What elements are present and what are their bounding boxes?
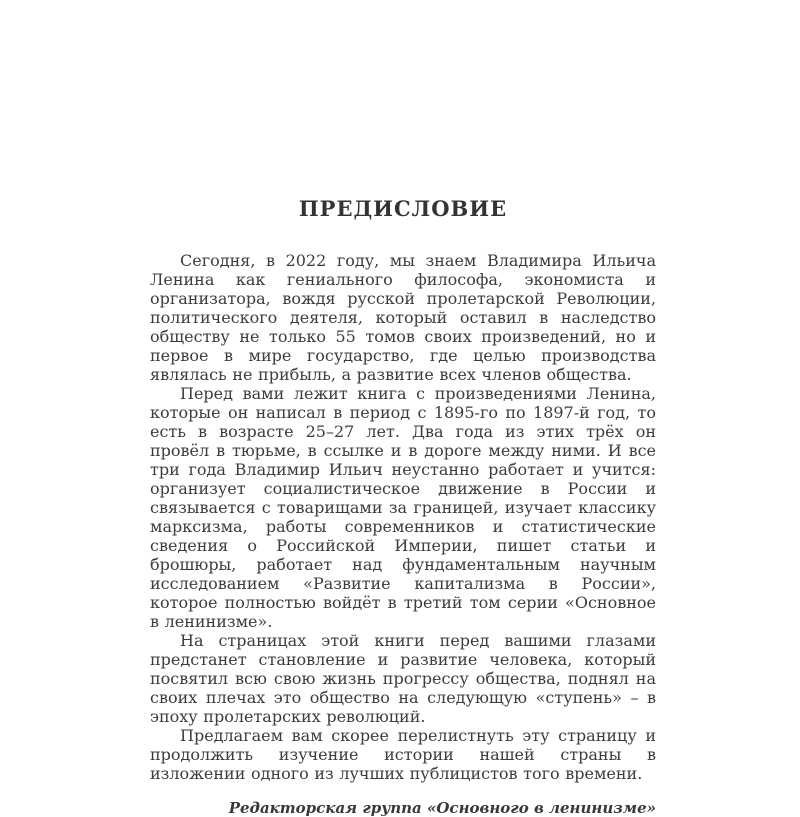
paragraph: Предлагаем вам скорее перелистнуть эту страницу и продолжить изучение истории нашей страны в изложении одного из лучших публицистов того времени. <box>150 726 656 783</box>
editorial-signature: Редакторская группа «Основного в ленинизме» <box>228 799 656 817</box>
preface-body <box>150 251 656 783</box>
text-block <box>150 196 656 817</box>
paragraph: Перед вами лежит книга с произведениями Ленина, которые он написал в период с 1895-го по 1897-й год, то есть в возрасте 25–27 лет. Два года из этих трёх он провёл в тюрьме, в ссылке и в дороге между ними. И все три года Владимир Ильич неустанно работает и учится: организует социалистическое движение в России и связывается с товарищами за границей, изучает классику марксизма, работы современников и статистические сведения о Российской Империи, пишет статьи и брошюры, работает над фундаментальным научным исследованием «Развитие капитализма в России», которое полностью войдёт в третий том серии «Основное в ленинизме». <box>150 384 656 631</box>
paragraph: Сегодня, в 2022 году, мы знаем Владимира Ильича Ленина как гениального философа, экономиста и организатора, вождя русской пролетарской Революции, политического деятеля, который оставил в наследство обществу не только 55 томов своих произведений, но и первое в мире государство, где целью производства являлась не прибыль, а развитие всех членов общества. <box>150 251 656 384</box>
paragraph: На страницах этой книги перед вашими глазами предстанет становление и развитие человека, который посвятил всю свою жизнь прогрессу общества, поднял на своих плечах это общество на следующую «ступень» – в эпоху пролетарских революций. <box>150 631 656 726</box>
page-title: ПРЕДИСЛОВИЕ <box>298 196 508 221</box>
